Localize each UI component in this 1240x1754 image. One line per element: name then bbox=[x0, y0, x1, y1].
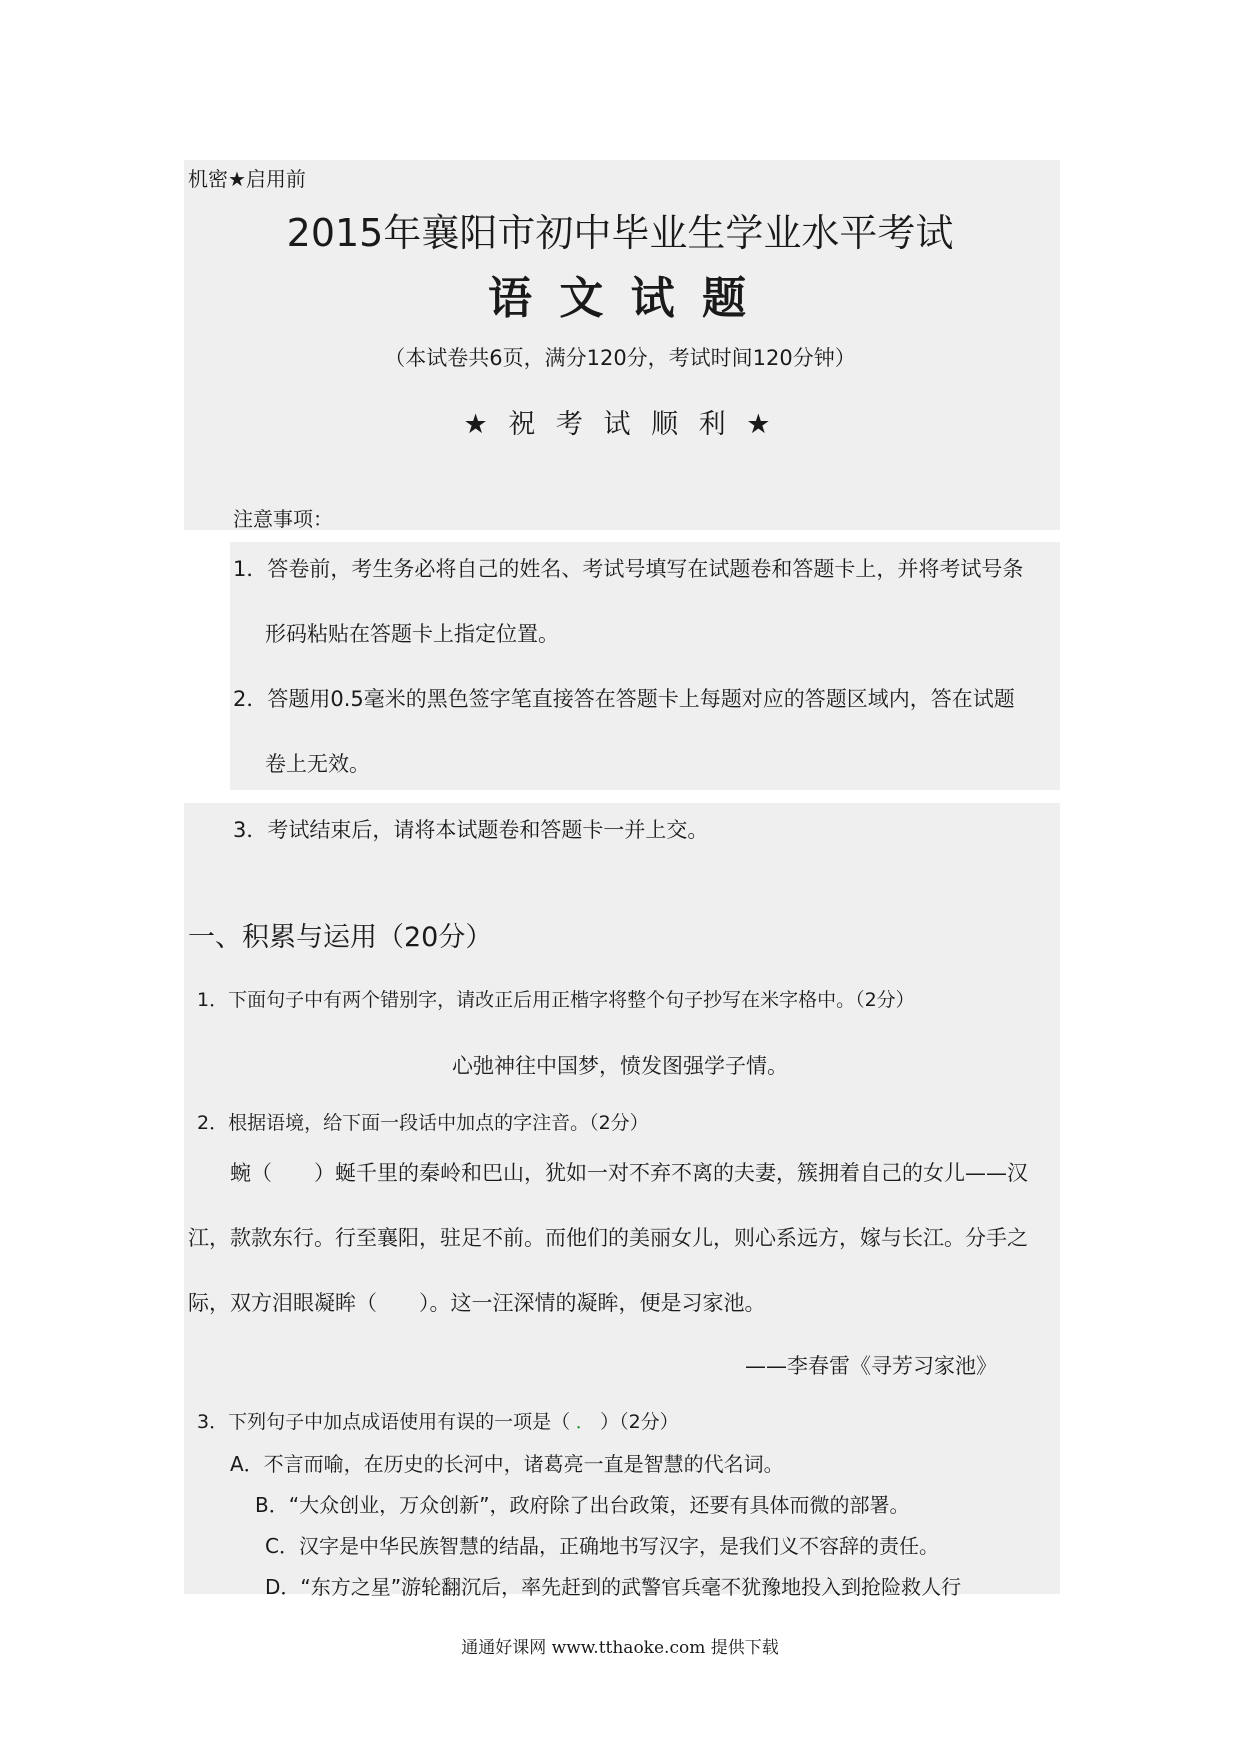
exam-info: （本试卷共6页，满分120分，考试时间120分钟） bbox=[384, 346, 856, 370]
option-c: C．汉字是中华民族智慧的结晶，正确地书写汉字，是我们义不容辞的责任。 bbox=[265, 1534, 939, 1558]
subject-title: 语 文 试 题 bbox=[488, 273, 752, 324]
option-d: D．“东方之星”游轮翻沉后，率先赶到的武警官兵毫不犹豫地投入到抢险救人行 bbox=[265, 1575, 962, 1599]
option-a: A．不言而喻，在历史的长河中，诸葛亮一直是智慧的代名词。 bbox=[230, 1452, 784, 1476]
note-line: 形码粘贴在答题卡上指定位置。 bbox=[265, 622, 559, 646]
answer-blank bbox=[570, 1407, 600, 1434]
note-line: 3．考试结束后，请将本试题卷和答题卡一并上交。 bbox=[233, 818, 709, 842]
question-2-line: 际，双方泪眼凝眸（ ）。这一汪深情的凝眸，便是习家池。 bbox=[188, 1291, 766, 1315]
question-1-prompt: 1．下面句子中有两个错别字，请改正后用正楷字将整个句子抄写在米字格中。（2分） bbox=[197, 989, 915, 1011]
answer-mark: ． bbox=[575, 1411, 595, 1433]
question-2-source: ——李春雷《寻芳习家池》 bbox=[745, 1354, 997, 1378]
blessing: ★ 祝 考 试 顺 利 ★ bbox=[463, 409, 777, 440]
question-3-prompt bbox=[197, 1407, 679, 1434]
exam-title: 2015年襄阳市初中毕业生学业水平考试 bbox=[286, 211, 954, 255]
notes-heading: 注意事项： bbox=[233, 507, 333, 531]
question-1-sentence: 心弛神往中国梦，愤发图强学子情。 bbox=[452, 1054, 788, 1078]
note-line: 2．答题用0.5毫米的黑色签字笔直接答在答题卡上每题对应的答题区域内，答在试题 bbox=[233, 687, 1015, 711]
note-line: 卷上无效。 bbox=[265, 752, 370, 776]
question-3-prompt-start: 3．下列句子中加点成语使用有误的一项是（ bbox=[197, 1411, 571, 1433]
footer-text: 通通好课网 www.tthaoke.com 提供下载 bbox=[461, 1638, 779, 1658]
note-line: 1．答卷前，考生务必将自己的姓名、考试号填写在试题卷和答题卡上，并将考试号条 bbox=[233, 557, 1024, 581]
confidential-label: 机密★启用前 bbox=[188, 167, 306, 191]
section-heading: 一、积累与运用（20分） bbox=[188, 922, 493, 953]
question-2-line: 蜿（ ）蜒千里的秦岭和巴山，犹如一对不弃不离的夫妻，簇拥着自己的女儿——汉 bbox=[230, 1161, 1028, 1185]
option-b: B．“大众创业，万众创新”，政府除了出台政策，还要有具体而微的部署。 bbox=[255, 1493, 910, 1517]
question-3-prompt-end: ）（2分） bbox=[600, 1411, 679, 1433]
question-2-line: 江，款款东行。行至襄阳，驻足不前。而他们的美丽女儿，则心系远方，嫁与长江。分手之 bbox=[188, 1226, 1028, 1250]
question-2-prompt: 2．根据语境，给下面一段话中加点的字注音。（2分） bbox=[197, 1112, 649, 1134]
